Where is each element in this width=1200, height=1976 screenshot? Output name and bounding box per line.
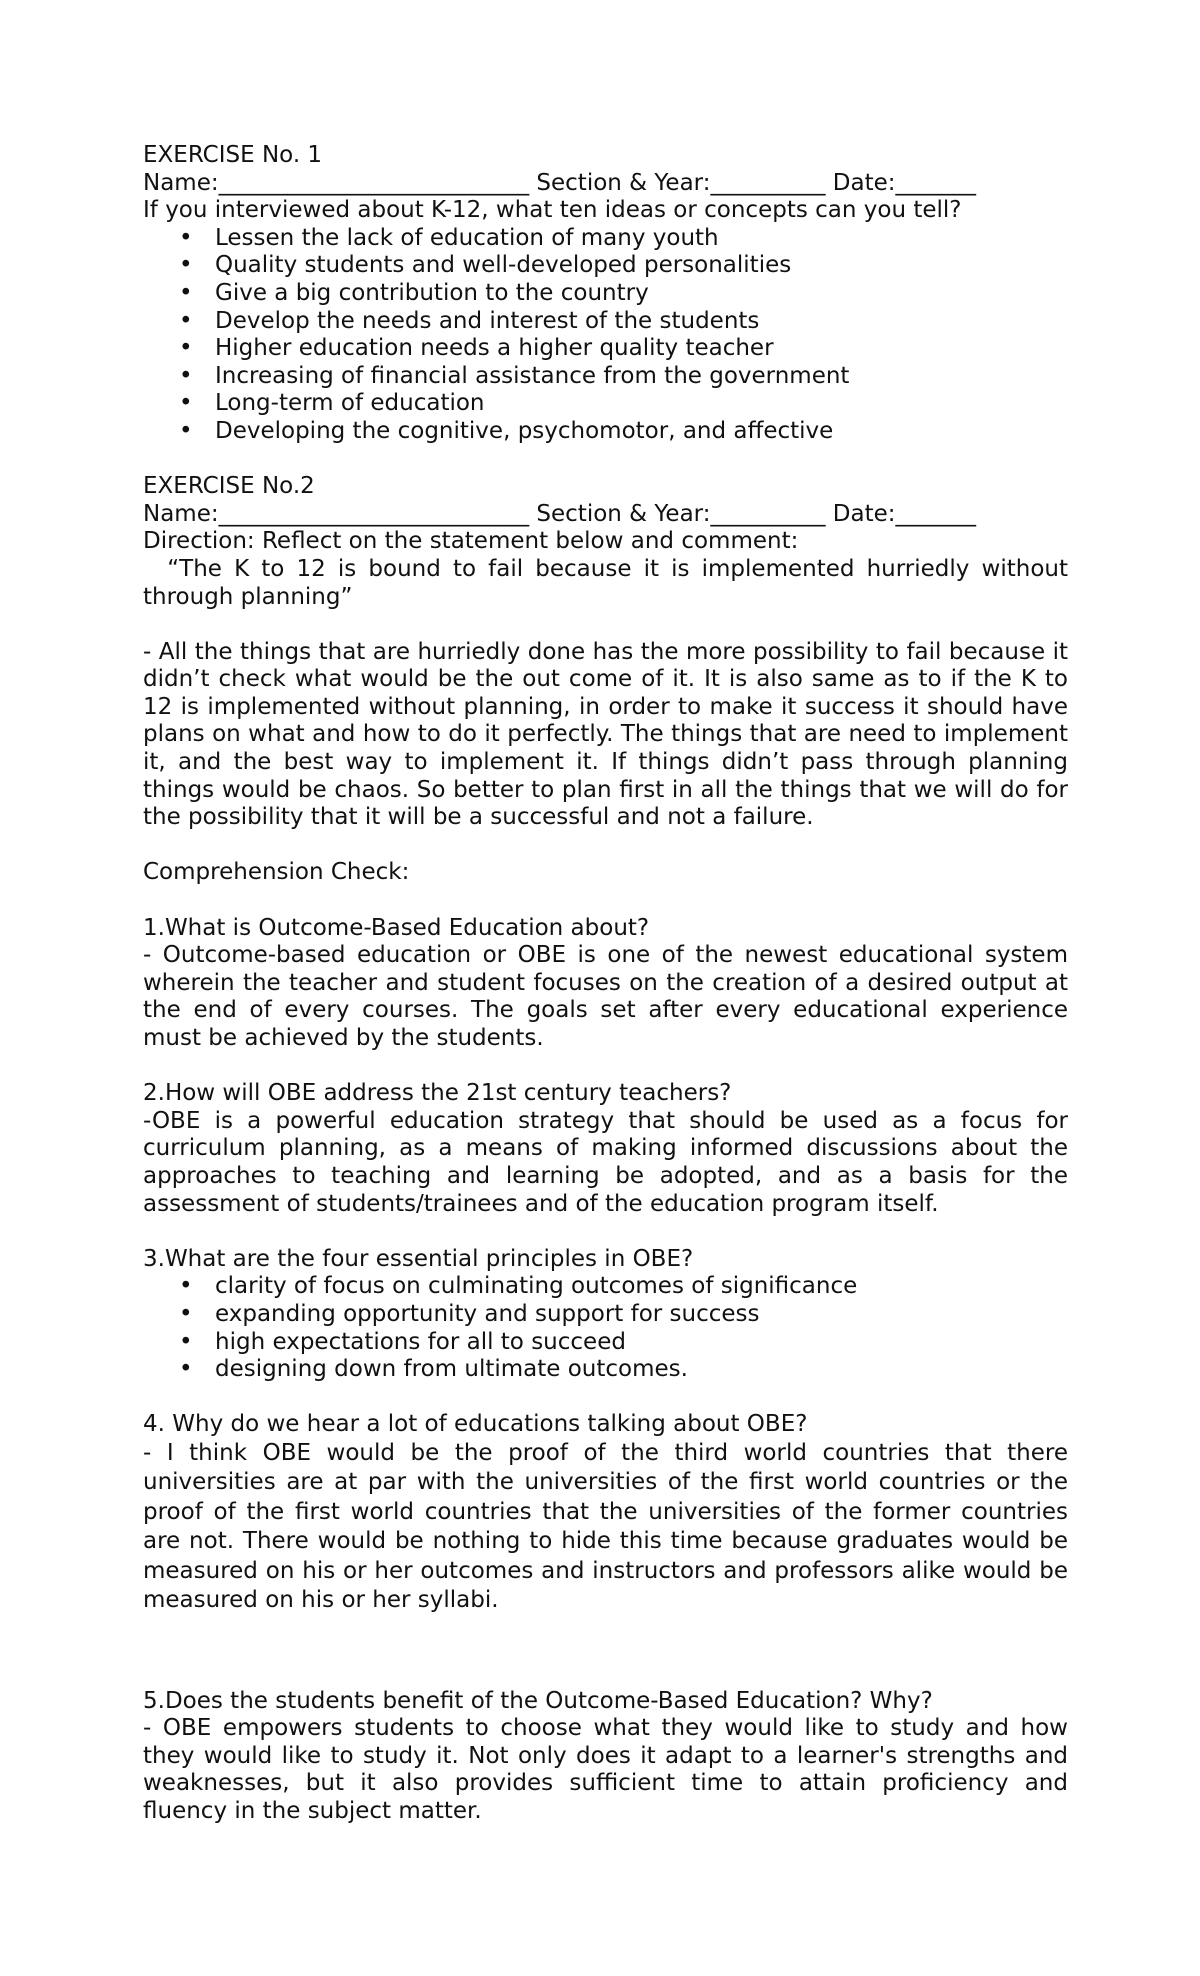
question-1: 1.What is Outcome-Based Education about? bbox=[143, 914, 650, 941]
list-item: • expanding opportunity and support for success bbox=[143, 1301, 1068, 1329]
exercise-1 bbox=[143, 142, 1068, 446]
list-item: • Develop the needs and interest of the students bbox=[143, 308, 1068, 336]
answer-1: - Outcome-based education or OBE is one of the newest educational system wherein the teacher and student focuses on the creation of a desired output at the end of every courses. The goals set after every educational experience must be achieved by the students. bbox=[143, 942, 1068, 1051]
list-item: • Give a big contribution to the country bbox=[143, 280, 1068, 308]
spacer bbox=[143, 1384, 1068, 1412]
question-4: 4. Why do we hear a lot of educations talking about OBE? bbox=[143, 1411, 808, 1438]
exercise-2-direction: Direction: Reflect on the statement below and comment: bbox=[143, 528, 799, 555]
spacer bbox=[143, 1660, 1068, 1688]
question-3: 3.What are the four essential principles in OBE? bbox=[143, 1245, 694, 1272]
spacer bbox=[143, 1218, 1068, 1246]
exercise-2-header-line: Name:___________________________ Section & Year:__________ Date:_______ bbox=[143, 500, 976, 527]
answer-5: - OBE empowers students to choose what they would like to study and how they would like to study it. Not only does it adapt to a learner's strengths and weaknesses, but it also provides sufficient time to attain proficiency and fluency in the subject matter. bbox=[143, 1715, 1068, 1824]
spacer bbox=[143, 611, 1068, 639]
list-item: • Higher education needs a higher quality teacher bbox=[143, 335, 1068, 363]
exercise-2-answer: - All the things that are hurriedly done has the more possibility to fail because it didn’t check what would be the out come of it. It is also same as to if the K to 12 is implemented without planning, in order to make it success it should have plans on what and how to do it perfectly. The things that are need to implement it, and the best way to implement it. If things didn’t pass through planning things would be chaos. So better to plan first in all the things that we will do for the possibility that it will be a successful and not a failure. bbox=[143, 638, 1068, 831]
list-item: • clarity of focus on culminating outcomes of significance bbox=[143, 1273, 1068, 1301]
answer-2: -OBE is a powerful education strategy that should be used as a focus for curriculum planning, as a means of making informed discussions about the approaches to teaching and learning be adopted, and as a basis for the assessment of students/trainees and of the education program itself. bbox=[143, 1107, 1068, 1217]
exercise-2-title: EXERCISE No.2 bbox=[143, 473, 315, 500]
exercise-2-statement: “The K to 12 is bound to fail because it is implemented hurriedly without through planning” bbox=[143, 555, 1068, 610]
comprehension-heading: Comprehension Check: bbox=[143, 859, 410, 886]
principles-list bbox=[143, 1273, 1068, 1383]
exercise-1-title: EXERCISE No. 1 bbox=[143, 142, 323, 168]
list-item: • Developing the cognitive, psychomotor, and affective bbox=[143, 418, 1068, 446]
list-item: • Increasing of financial assistance from the government bbox=[143, 363, 1068, 391]
spacer bbox=[143, 1053, 1068, 1081]
answer-4: - I think OBE would be the proof of the third world countries that there universities are at par with the universities of the first world countries or the proof of the first world countries that the universities of the former countries are not. There would be nothing to hide this time because graduates would be measured on his or her outcomes and instructors and professors alike would be measured on his or her syllabi. bbox=[143, 1439, 1068, 1614]
exercise-1-header-line: Name:___________________________ Section & Year:__________ Date:_______ bbox=[143, 169, 976, 196]
spacer bbox=[143, 832, 1068, 860]
exercise-2 bbox=[143, 473, 1068, 832]
list-item: • Lessen the lack of education of many youth bbox=[143, 225, 1068, 253]
exercise-1-question: If you interviewed about K-12, what ten ideas or concepts can you tell? bbox=[143, 197, 962, 224]
list-item: • high expectations for all to succeed bbox=[143, 1329, 1068, 1357]
document-body bbox=[143, 142, 1068, 1825]
exercise-1-list bbox=[143, 225, 1068, 446]
list-item: • designing down from ultimate outcomes. bbox=[143, 1356, 1068, 1384]
question-2: 2.How will OBE address the 21st century teachers? bbox=[143, 1080, 732, 1107]
question-5: 5.Does the students benefit of the Outcome-Based Education? Why? bbox=[143, 1687, 933, 1714]
spacer bbox=[143, 446, 1068, 474]
spacer bbox=[143, 887, 1068, 915]
spacer bbox=[143, 1616, 1068, 1660]
comprehension-check bbox=[143, 859, 1068, 1825]
list-item: • Quality students and well-developed personalities bbox=[143, 252, 1068, 280]
list-item: • Long-term of education bbox=[143, 390, 1068, 418]
